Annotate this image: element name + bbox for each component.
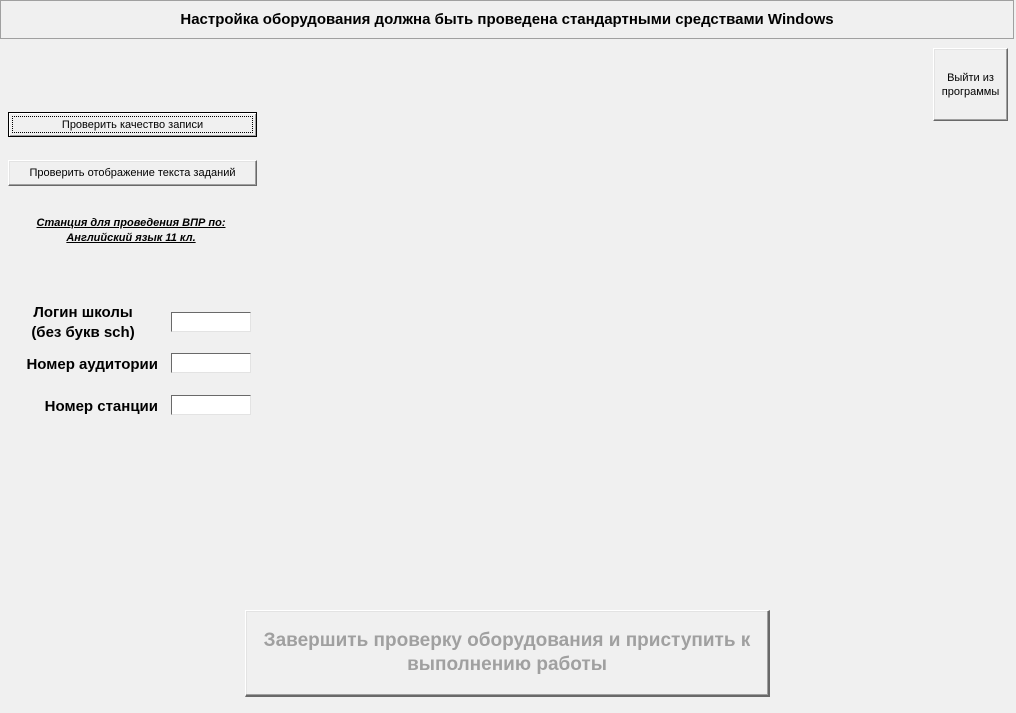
station-info-line1: Станция для проведения ВПР по: (36, 217, 226, 229)
check-task-display-button[interactable]: Проверить отображение текста заданий (8, 160, 257, 186)
school-login-input[interactable] (171, 312, 251, 332)
finish-check-button[interactable] (245, 610, 770, 697)
room-number-input[interactable] (171, 353, 251, 373)
focus-rectangle (12, 116, 253, 133)
exit-button[interactable]: Выйти из программы (933, 48, 1008, 121)
check-record-quality-button[interactable] (8, 112, 257, 137)
header-banner (0, 0, 1014, 39)
finish-check-label: Завершить проверку оборудования и приступить к выполнению работы (263, 630, 751, 675)
room-number-label: Номер аудитории (26, 356, 158, 373)
station-number-input[interactable] (171, 395, 251, 415)
station-number-label: Номер станции (44, 398, 158, 415)
school-login-label (10, 303, 156, 343)
school-login-label-line2: (без букв sch) (31, 324, 135, 341)
check-record-quality-label: Проверить качество записи (61, 118, 204, 131)
station-info-line2: Английский язык 11 кл. (66, 232, 196, 244)
station-info (10, 216, 252, 246)
school-login-label-line1: Логин школы (33, 304, 133, 321)
page-title: Настройка оборудования должна быть проведена стандартными средствами Windows (180, 11, 834, 28)
